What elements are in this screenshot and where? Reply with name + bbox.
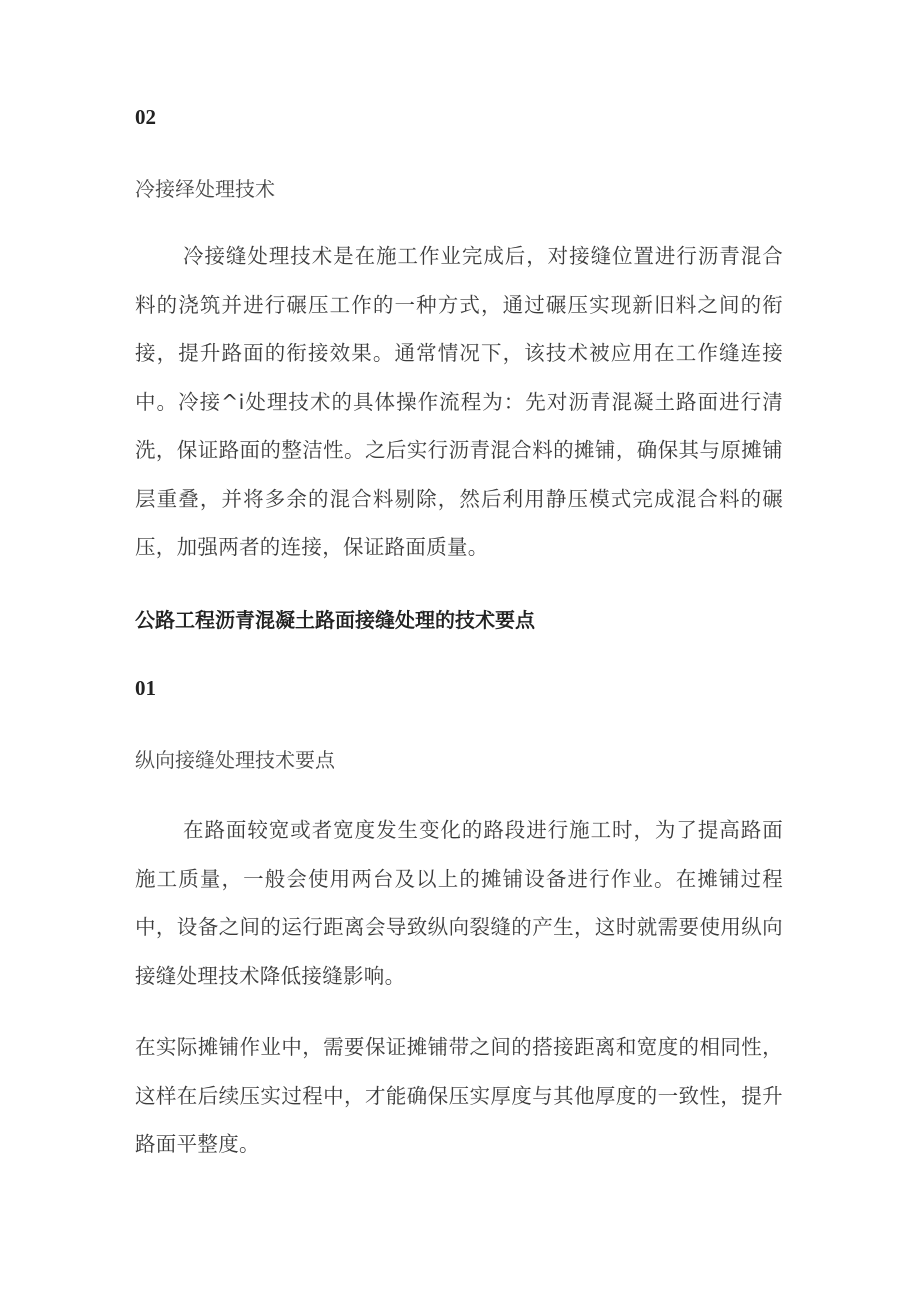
main-heading: 公路工程沥青混凝土路面接缝处理的技术要点 <box>135 608 535 632</box>
section-subtitle-cold-joint: 冷接绎处理技术 <box>135 177 275 201</box>
paragraph-longitudinal-2: 在实际摊铺作业中，需要保证摊铺带之间的搭接距离和宽度的相同性，这样在后续压实过程中，才能确保压实厚度与其他厚度的一致性，提升路面平整度。 <box>135 1035 783 1156</box>
section-number-01: 01 <box>135 676 156 700</box>
section-number-02: 02 <box>135 105 156 129</box>
section-subtitle-longitudinal-joint: 纵向接缝处理技术要点 <box>135 748 335 772</box>
paragraph-cold-joint: 冷接缝处理技术是在施工作业完成后，对接缝位置进行沥青混合料的浇筑并进行碾压工作的一种方式，通过碾压实现新旧料之间的衔接，提升路面的衔接效果。通常情况下，该技术被应用在工作缝连接中。冷接^i处理技术的具体操作流程为：先对沥青混凝土路面进行清洗，保证路面的整洁性。之后实行沥青混合料的摊铺，确保其与原摊铺层重叠，并将多余的混合料剔除，然后利用静压模式完成混合料的碾压，加强两者的连接，保证路面质量。 <box>135 244 783 559</box>
paragraph-longitudinal-1: 在路面较宽或者宽度发生变化的路段进行施工时，为了提高路面施工质量，一般会使用两台及以上的摊铺设备进行作业。在摊铺过程中，设备之间的运行距离会导致纵向裂缝的产生，这时就需要使用纵向接缝处理技术降低接缝影响。 <box>135 818 783 988</box>
